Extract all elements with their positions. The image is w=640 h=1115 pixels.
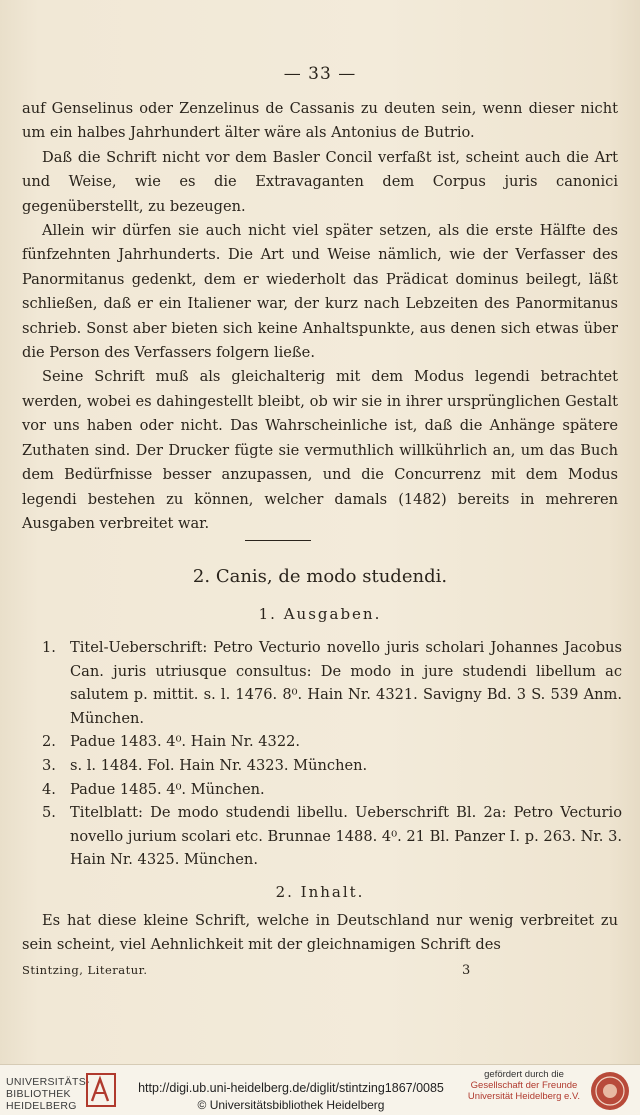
body-text-bottom — [22, 909, 618, 958]
list-item-number: 3. — [42, 756, 56, 774]
section-heading: 2. Canis, de modo studendi. — [192, 566, 448, 587]
list-item — [22, 730, 622, 754]
list-item-number: 5. — [42, 804, 56, 822]
list-item — [22, 778, 622, 802]
list-item-text: s. l. 1484. Fol. Hain Nr. 4323. München. — [70, 756, 368, 774]
paragraph: Daß die Schrift nicht vor dem Basler Concil verfaßt ist, scheint auch die Art und Weise, wie es die Extravaganten dem Corpus juris canonici gegenüberstellt, zu bezeugen. — [22, 148, 618, 215]
sponsor-label: gefördert durch die — [484, 1069, 564, 1080]
sponsor-notice — [466, 1069, 582, 1102]
list-item-text: Padue 1485. 4⁰. München. — [70, 780, 265, 798]
page-number: — 33 — — [283, 64, 357, 84]
library-footer-bar — [0, 1064, 640, 1115]
signature-number: 3 — [462, 963, 471, 978]
list-item — [22, 801, 622, 872]
printer-signature — [22, 963, 492, 977]
list-item-text: Titelblatt: De modo studendi libellu. Ueberschrift Bl. 2a: Petro Vecturio novello jurium scolari etc. Brunnae 1488. 4⁰. 21 Bl. Panzer I. p. 263. Nr. 3. Hain Nr. 4325. München. — [70, 804, 622, 869]
list-item — [22, 636, 622, 730]
subheading-editions: 1. Ausgaben. — [258, 605, 382, 623]
list-item-text: Padue 1483. 4⁰. Hain Nr. 4322. — [70, 733, 301, 751]
university-seal-icon — [588, 1070, 632, 1112]
paragraph: Es hat diese kleine Schrift, welche in Deutschland nur wenig verbreitet zu sein scheint, viel Aehnlichkeit mit der gleichnamigen Schrift des — [22, 912, 618, 954]
subheading-content: 2. Inhalt. — [275, 883, 365, 901]
list-item-number: 4. — [42, 780, 56, 798]
library-name: UNIVERSITÄTS-BIBLIOTHEK HEIDELBERG — [6, 1076, 90, 1112]
list-item — [22, 754, 622, 778]
signature-author: Stintzing, Literatur. — [22, 963, 148, 977]
section-divider — [245, 540, 311, 541]
list-item-number: 1. — [42, 639, 56, 656]
paragraph: Allein wir dürfen sie auch nicht viel später setzen, als die erste Hälfte des fünfzehnten Jahrhunderts. Die Art und Weise nämlich, wie der Verfasser des Panormitanus gedenkt, dem er wiederholt das Prädicat dominus beilegt, läßt schließen, daß er ein Italiener war, der kurz nach Lebzeiten des Panormitanus schrieb. Sonst aber bieten sich keine Anhaltspunkte, aus denen sich etwas über die Person des Verfassers folgern ließe. — [22, 222, 618, 362]
list-item-number: 2. — [42, 733, 56, 751]
body-text-top — [22, 97, 618, 536]
library-logo-icon — [86, 1073, 116, 1107]
sponsor-organization: Gesellschaft der Freunde Universität Heidelberg e.V. — [467, 1080, 581, 1102]
list-item-text: Titel-Ueberschrift: Petro Vecturio novello juris scholari Johannes Jacobus Can. juris utriusque consultus: De modo in jure studendi libellum ac salutem p. mittit. s. l. 1476. 8⁰. Hain Nr. 4321. Savigny Bd. 3 S. 539 Anm. München. — [70, 639, 622, 727]
copyright-notice: © Universitätsbibliothek Heidelberg — [197, 1098, 385, 1112]
paragraph: auf Genselinus oder Zenzelinus de Cassanis zu deuten sein, wenn dieser nicht um ein halbes Jahrhundert älter wäre als Antonius de Butrio. — [22, 100, 618, 142]
paragraph: Seine Schrift muß als gleichalterig mit dem Modus legendi betrachtet werden, wobei es dahingestellt bleibt, ob wir sie in ihrer ursprünglichen Gestalt vor uns haben oder nicht. Das Wahrscheinliche ist, daß die Anhänge spätere Zuthaten sind. Der Drucker fügte sie vermuthlich willkührlich an, um das Buch dem Bedürfnisse besser anzupassen, und die Concurrenz mit dem Modus legendi bestehen zu können, welcher damals (1482) bereits in mehreren Ausgaben verbreitet war. — [22, 368, 618, 532]
page-url-link[interactable]: http://digi.ub.uni-heidelberg.de/diglit/stintzing1867/0085 — [138, 1081, 444, 1095]
edition-list — [22, 636, 622, 872]
